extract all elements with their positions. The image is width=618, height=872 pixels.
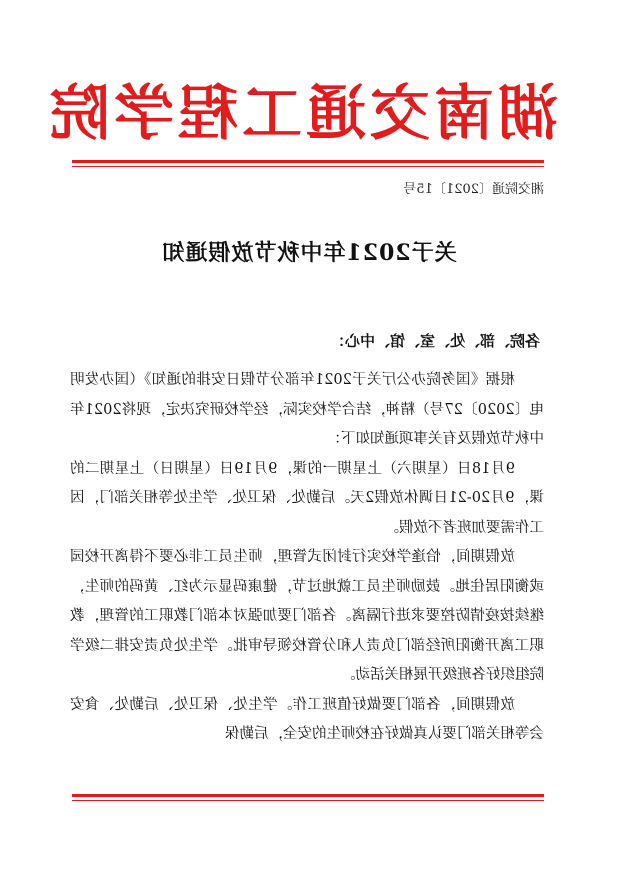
header-red-rule-thin: [72, 166, 544, 167]
footer-red-rule-thick: [72, 794, 544, 797]
notice-body: [70, 366, 544, 750]
document-number: 湘交院通〔2021〕15号: [403, 182, 544, 197]
notice-title: 关于2021年中秋节放假通知: [161, 240, 457, 266]
footer-red-rule-thin: [72, 800, 544, 801]
body-paragraph: 根据《国务院办公厅关于2021年部分节假日安排的通知》（国办发明电〔2020〕27号）精神，结合学校实际，经学校研究决定，现将2021年中秋节放假及有关事项通知如下：: [70, 372, 544, 447]
institution-header: 湖南交通工程学院: [46, 79, 558, 149]
body-paragraph: 9月18日（星期六）上星期一的课，9月19日（星期日）上星期二的课，9月20-21日调休放假2天。后勤处、保卫处、学生处等相关部门，因工作需要加班者不放假。: [70, 460, 544, 536]
body-paragraph: 放假期间，各部门要做好值班工作。学生处、保卫处、后勤处、食安会等相关部门要认真做好在校师生的安全，后勤保: [70, 696, 544, 742]
salutation: 各院、部、处、室、馆、中心：: [329, 332, 540, 350]
body-paragraph: 放假期间，恰逢学校实行封闭式管理，师生员工非必要不得离开校园或衡阳居住地。鼓励师生员工就地过节，健康码显示为红、黄码的师生，继续按疫情防控要求进行隔离。各部门要加强对本部门教职工的管理，教职工离开衡阳所经部门负责人和分管校领导审批。学生处负责安排二级学院组织好各班级开展相关活动。: [70, 549, 544, 683]
header-red-rule-thick: [72, 160, 544, 163]
